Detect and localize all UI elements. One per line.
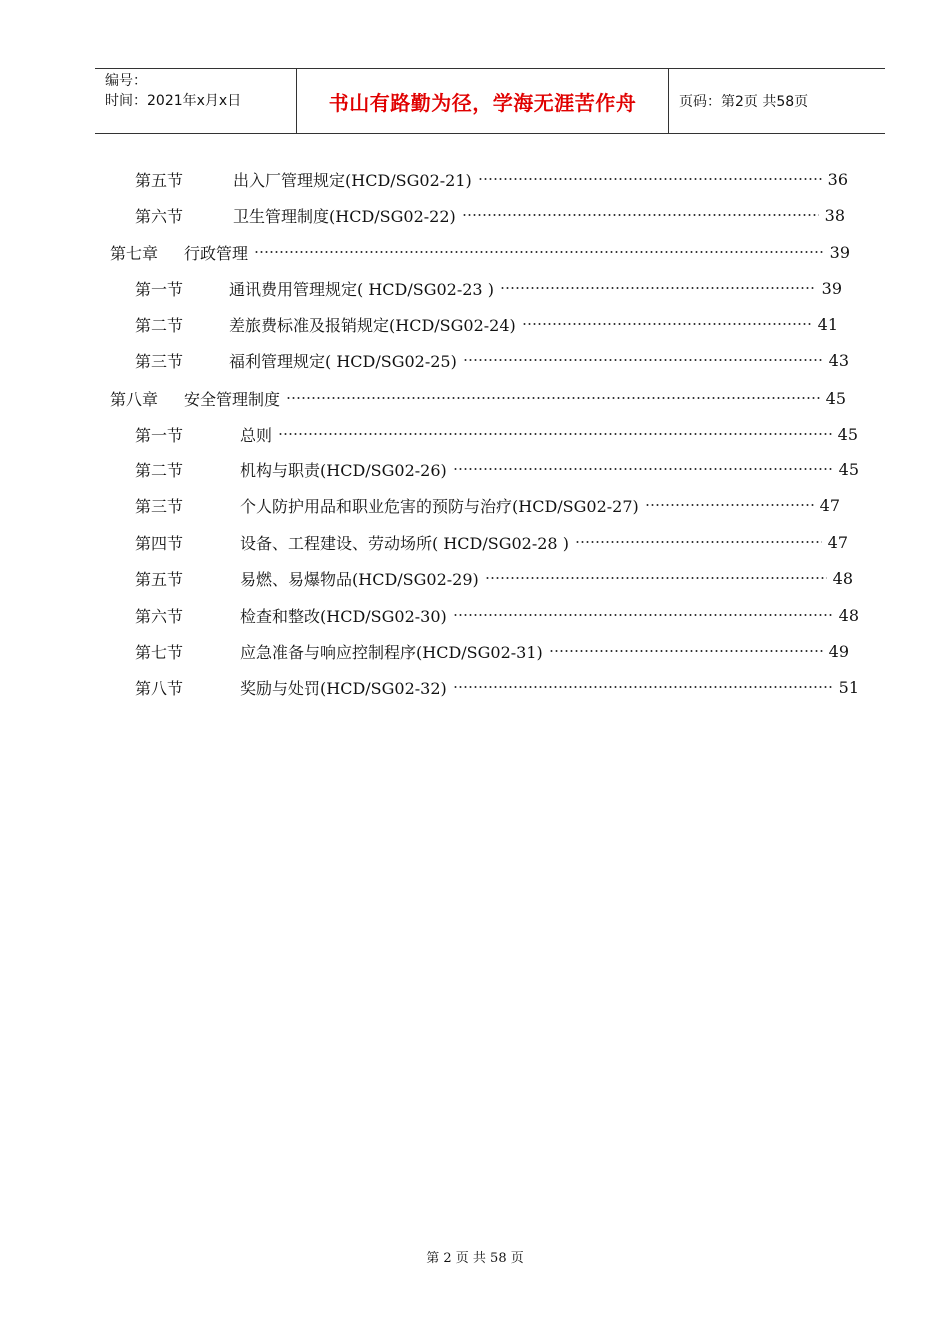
toc-title: 卫生管理制度(HCD/SG02-22) bbox=[233, 206, 456, 226]
toc-lead: 第一节 bbox=[135, 425, 184, 445]
toc-entry[interactable] bbox=[135, 602, 859, 628]
toc-entry[interactable] bbox=[135, 492, 840, 518]
toc-leader-dots bbox=[645, 504, 814, 506]
toc-leader-dots bbox=[463, 359, 823, 361]
toc-page: 41 bbox=[817, 314, 838, 334]
toc-lead: 第八节 bbox=[135, 678, 184, 698]
toc-entry[interactable] bbox=[135, 166, 848, 192]
toc-title: 检查和整改(HCD/SG02-30) bbox=[240, 606, 447, 626]
toc-title: 应急准备与响应控制程序(HCD/SG02-31) bbox=[240, 642, 543, 662]
toc-title: 易燃、易爆物品(HCD/SG02-29) bbox=[240, 569, 479, 589]
header-motto: 书山有路勤为径，学海无涯苦作舟 bbox=[297, 69, 669, 133]
toc-lead: 第五节 bbox=[135, 569, 184, 589]
number-label: 编号： bbox=[105, 73, 147, 89]
toc-page: 48 bbox=[832, 568, 853, 588]
header-meta bbox=[95, 69, 297, 133]
toc-entry[interactable] bbox=[135, 529, 848, 555]
toc-page: 51 bbox=[838, 677, 859, 697]
toc-page: 38 bbox=[824, 205, 845, 225]
toc-page: 39 bbox=[821, 278, 842, 298]
toc-leader-dots bbox=[453, 614, 833, 616]
toc-title: 个人防护用品和职业危害的预防与治疗(HCD/SG02-27) bbox=[240, 496, 639, 516]
toc-page: 47 bbox=[819, 495, 840, 515]
toc-title: 总则 bbox=[240, 425, 273, 445]
toc-leader-dots bbox=[485, 577, 827, 579]
toc-page: 45 bbox=[837, 424, 858, 444]
toc-entry[interactable] bbox=[135, 347, 849, 373]
toc-title: 奖励与处罚(HCD/SG02-32) bbox=[240, 678, 447, 698]
toc-lead: 第八章 bbox=[110, 389, 159, 409]
toc-lead: 第四节 bbox=[135, 533, 184, 553]
toc-title: 差旅费标准及报销规定(HCD/SG02-24) bbox=[229, 315, 516, 335]
toc-lead: 第三节 bbox=[135, 351, 184, 371]
toc-entry[interactable] bbox=[135, 674, 859, 700]
page-footer: 第 2 页 共 58 页 bbox=[426, 1251, 524, 1266]
toc-title: 行政管理 bbox=[184, 243, 249, 263]
toc-page: 45 bbox=[825, 388, 846, 408]
toc-lead: 第一节 bbox=[135, 279, 184, 299]
toc-lead: 第六节 bbox=[135, 206, 184, 226]
toc-title: 设备、工程建设、劳动场所( HCD/SG02-28 ) bbox=[240, 533, 569, 553]
toc-page: 49 bbox=[828, 641, 849, 661]
toc-title: 福利管理规定( HCD/SG02-25) bbox=[229, 351, 457, 371]
toc-entry[interactable] bbox=[135, 421, 858, 447]
toc-leader-dots bbox=[549, 650, 823, 652]
toc-lead: 第二节 bbox=[135, 315, 184, 335]
toc-lead: 第七章 bbox=[110, 243, 159, 263]
toc-entry[interactable] bbox=[135, 638, 849, 664]
toc-lead: 第五节 bbox=[135, 170, 184, 190]
toc-page: 36 bbox=[827, 169, 848, 189]
toc-leader-dots bbox=[254, 251, 824, 253]
toc-entry[interactable] bbox=[135, 311, 838, 337]
header-page-info: 页码：第2页 共58页 bbox=[679, 94, 809, 110]
time-label: 时间：2021年x月x日 bbox=[105, 93, 242, 109]
toc-page: 48 bbox=[838, 605, 859, 625]
toc-leader-dots bbox=[500, 287, 816, 289]
toc-entry[interactable] bbox=[135, 456, 859, 482]
toc-leader-dots bbox=[286, 397, 820, 399]
toc-entry[interactable] bbox=[135, 565, 853, 591]
toc-lead: 第三节 bbox=[135, 496, 184, 516]
toc-leader-dots bbox=[278, 433, 832, 435]
toc-title: 出入厂管理规定(HCD/SG02-21) bbox=[233, 170, 472, 190]
toc-page: 39 bbox=[829, 242, 850, 262]
toc-chapter[interactable] bbox=[110, 239, 850, 265]
toc-chapter[interactable] bbox=[110, 385, 846, 411]
toc-leader-dots bbox=[462, 214, 819, 216]
toc-title: 机构与职责(HCD/SG02-26) bbox=[240, 460, 447, 480]
toc-leader-dots bbox=[478, 178, 822, 180]
toc-leader-dots bbox=[453, 468, 833, 470]
toc-entry[interactable] bbox=[135, 202, 845, 228]
toc-title: 通讯费用管理规定( HCD/SG02-23 ) bbox=[229, 279, 494, 299]
toc-page: 45 bbox=[838, 459, 859, 479]
toc-title: 安全管理制度 bbox=[184, 389, 281, 409]
toc-lead: 第六节 bbox=[135, 606, 184, 626]
toc-leader-dots bbox=[453, 686, 833, 688]
toc-leader-dots bbox=[522, 323, 812, 325]
toc-leader-dots bbox=[575, 541, 822, 543]
toc-page: 43 bbox=[828, 350, 849, 370]
toc-lead: 第二节 bbox=[135, 460, 184, 480]
page-header bbox=[95, 68, 885, 134]
toc-entry[interactable] bbox=[135, 275, 842, 301]
toc-page: 47 bbox=[827, 532, 848, 552]
toc-lead: 第七节 bbox=[135, 642, 184, 662]
